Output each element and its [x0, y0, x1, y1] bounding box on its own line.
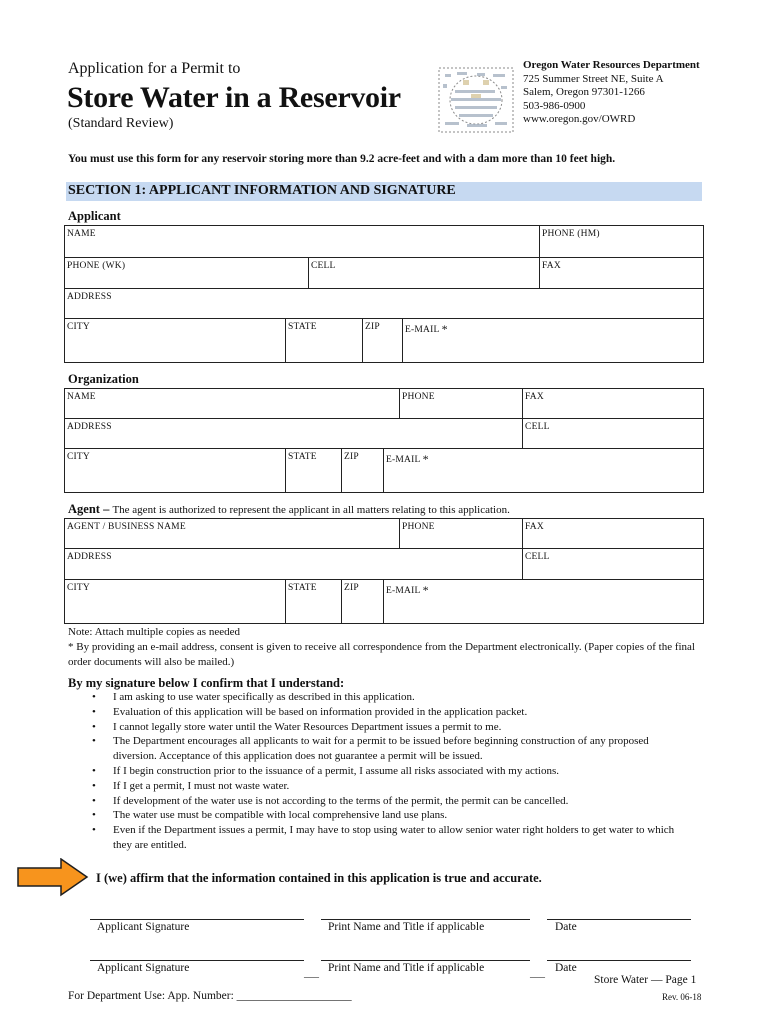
applicant-zip-label: ZIP — [365, 322, 380, 332]
agent-city-label: CITY — [67, 583, 90, 593]
right-arrow-icon — [17, 858, 89, 898]
agent-cell-label: CELL — [525, 552, 550, 562]
organization-cell-label: CELL — [525, 422, 550, 432]
email-asterisk: * — [422, 452, 429, 466]
applicant-address-field[interactable] — [65, 289, 704, 319]
notes-block — [68, 625, 708, 670]
list-item: • If I get a permit, I must not waste water. — [92, 779, 692, 794]
agent-city-field[interactable] — [65, 580, 286, 624]
department-city: Salem, Oregon 97301-1266 — [523, 86, 645, 98]
organization-city-label: CITY — [67, 452, 90, 462]
applicant-name-label: NAME — [67, 229, 96, 239]
organization-name-field[interactable] — [65, 389, 400, 419]
applicant-name-field[interactable] — [65, 226, 540, 258]
organization-title: Organization — [68, 372, 139, 386]
agent-zip-label: ZIP — [344, 583, 359, 593]
organization-state-field[interactable] — [286, 449, 342, 493]
organization-address-field[interactable] — [65, 419, 523, 449]
list-item: • I am asking to use water specifically as described in this application. — [92, 690, 692, 705]
agent-email-field[interactable] — [384, 580, 704, 624]
affirm-statement: I (we) affirm that the information contained in this application is true and accurate. — [96, 871, 542, 885]
form-subtitle: (Standard Review) — [68, 116, 174, 131]
department-name: Oregon Water Resources Department — [523, 59, 700, 71]
print-name-label: Print Name and Title if applicable — [328, 962, 485, 974]
agent-cell-field[interactable] — [523, 549, 704, 580]
applicant-state-field[interactable] — [286, 319, 363, 363]
agent-state-field[interactable] — [286, 580, 342, 624]
organization-email-label: E-MAIL — [386, 455, 421, 465]
applicant-cell-label: CELL — [311, 261, 336, 271]
separator: ___ — [530, 968, 545, 979]
section-1-header — [66, 182, 702, 201]
list-item: • I cannot legally store water until the Water Resources Department issues a permit to me. — [92, 720, 692, 735]
applicant-phone-wk-label: PHONE (WK) — [67, 261, 126, 271]
agent-note: The agent is authorized to represent the applicant in all matters relating to this application. — [112, 504, 510, 516]
applicant-city-label: CITY — [67, 322, 90, 332]
note-attach-copies: Note: Attach multiple copies as needed — [68, 626, 240, 638]
department-use-app-number: For Department Use: App. Number: ____________________ — [68, 990, 352, 1002]
organization-cell-field[interactable] — [523, 419, 704, 449]
agent-address-label: ADDRESS — [67, 552, 112, 562]
agent-title-row — [68, 502, 510, 517]
print-name-line-2[interactable] — [321, 960, 530, 961]
applicant-signature-label: Applicant Signature — [97, 962, 190, 974]
applicant-phone-hm-field[interactable] — [540, 226, 704, 258]
agent-email-label: E-MAIL — [386, 586, 421, 596]
applicant-zip-field[interactable] — [363, 319, 403, 363]
applicant-phone-hm-label: PHONE (HM) — [542, 229, 600, 239]
organization-city-field[interactable] — [65, 449, 286, 493]
applicant-state-label: STATE — [288, 322, 317, 332]
applicant-email-field[interactable] — [403, 319, 704, 363]
department-address-block — [523, 59, 700, 127]
list-item: • If I begin construction prior to the issuance of a permit, I assume all risks associated with my actions. — [92, 764, 692, 779]
email-asterisk: * — [422, 583, 429, 597]
agent-title: Agent – — [68, 502, 110, 516]
form-title: Store Water in a Reservoir — [67, 81, 401, 114]
organization-zip-label: ZIP — [344, 452, 359, 462]
separator: ___ — [304, 968, 319, 979]
email-asterisk: * — [441, 322, 448, 336]
agent-zip-field[interactable] — [342, 580, 384, 624]
organization-phone-field[interactable] — [400, 389, 523, 419]
organization-fax-label: FAX — [525, 392, 544, 402]
form-pre-title: Application for a Permit to — [68, 60, 241, 77]
agent-name-label: AGENT / BUSINESS NAME — [67, 522, 186, 532]
print-name-label: Print Name and Title if applicable — [328, 921, 485, 933]
agent-name-field[interactable] — [65, 519, 400, 549]
applicant-email-label: E-MAIL — [405, 325, 440, 335]
agent-phone-field[interactable] — [400, 519, 523, 549]
organization-fax-field[interactable] — [523, 389, 704, 419]
list-item: • The water use must be compatible with local comprehensive land use plans. — [92, 808, 692, 823]
list-item: • The Department encourages all applicants to wait for a permit to be issued before beginning construction of any proposed diversion. Acceptance of this application does not guarantee a permit will be issued. — [92, 734, 692, 764]
section-1-title: SECTION 1: APPLICANT INFORMATION AND SIGNATURE — [68, 183, 456, 198]
list-item: • Evaluation of this application will be based on information provided in the application packet. — [92, 705, 692, 720]
department-phone: 503-986-0900 — [523, 99, 586, 112]
date-label: Date — [555, 921, 577, 933]
oregon-seal-icon — [437, 66, 515, 134]
list-item: • If development of the water use is not according to the terms of the permit, the permit can be cancelled. — [92, 794, 692, 809]
applicant-fax-field[interactable] — [540, 258, 704, 289]
agent-fax-field[interactable] — [523, 519, 704, 549]
organization-table — [64, 388, 704, 493]
form-requirement: You must use this form for any reservoir storing more than 9.2 acre-feet and with a dam more than 10 feet high. — [68, 153, 616, 165]
applicant-phone-wk-field[interactable] — [65, 258, 309, 289]
department-website[interactable]: www.oregon.gov/OWRD — [523, 113, 636, 125]
agent-state-label: STATE — [288, 583, 317, 593]
print-name-line-1[interactable] — [321, 919, 530, 920]
page-label: Store Water — Page 1 — [594, 974, 697, 986]
date-line-2[interactable] — [547, 960, 691, 961]
applicant-signature-line-1[interactable] — [90, 919, 304, 920]
agent-address-field[interactable] — [65, 549, 523, 580]
date-line-1[interactable] — [547, 919, 691, 920]
agent-table — [64, 518, 704, 624]
organization-email-field[interactable] — [384, 449, 704, 493]
organization-name-label: NAME — [67, 392, 96, 402]
note-email-consent: * By providing an e-mail address, consent is given to receive all correspondence from the Department electronically. (Paper copies of the final order documents will also be mailed.) — [68, 641, 695, 668]
organization-address-label: ADDRESS — [67, 422, 112, 432]
list-item: • Even if the Department issues a permit, I may have to stop using water to allow senior water right holders to get water to which they are entitled. — [92, 823, 692, 853]
applicant-signature-line-2[interactable] — [90, 960, 304, 961]
organization-phone-label: PHONE — [402, 392, 435, 402]
organization-zip-field[interactable] — [342, 449, 384, 493]
agent-fax-label: FAX — [525, 522, 544, 532]
confirm-list — [92, 690, 692, 853]
applicant-cell-field[interactable] — [309, 258, 540, 289]
applicant-table — [64, 225, 704, 363]
revision-label: Rev. 06-18 — [662, 992, 702, 1002]
applicant-fax-label: FAX — [542, 261, 561, 271]
organization-state-label: STATE — [288, 452, 317, 462]
applicant-address-label: ADDRESS — [67, 292, 112, 302]
applicant-signature-label: Applicant Signature — [97, 921, 190, 933]
applicant-city-field[interactable] — [65, 319, 286, 363]
agent-phone-label: PHONE — [402, 522, 435, 532]
date-label: Date — [555, 962, 577, 974]
department-street: 725 Summer Street NE, Suite A — [523, 72, 664, 85]
confirm-title: By my signature below I confirm that I understand: — [68, 676, 345, 690]
applicant-title: Applicant — [68, 209, 121, 223]
